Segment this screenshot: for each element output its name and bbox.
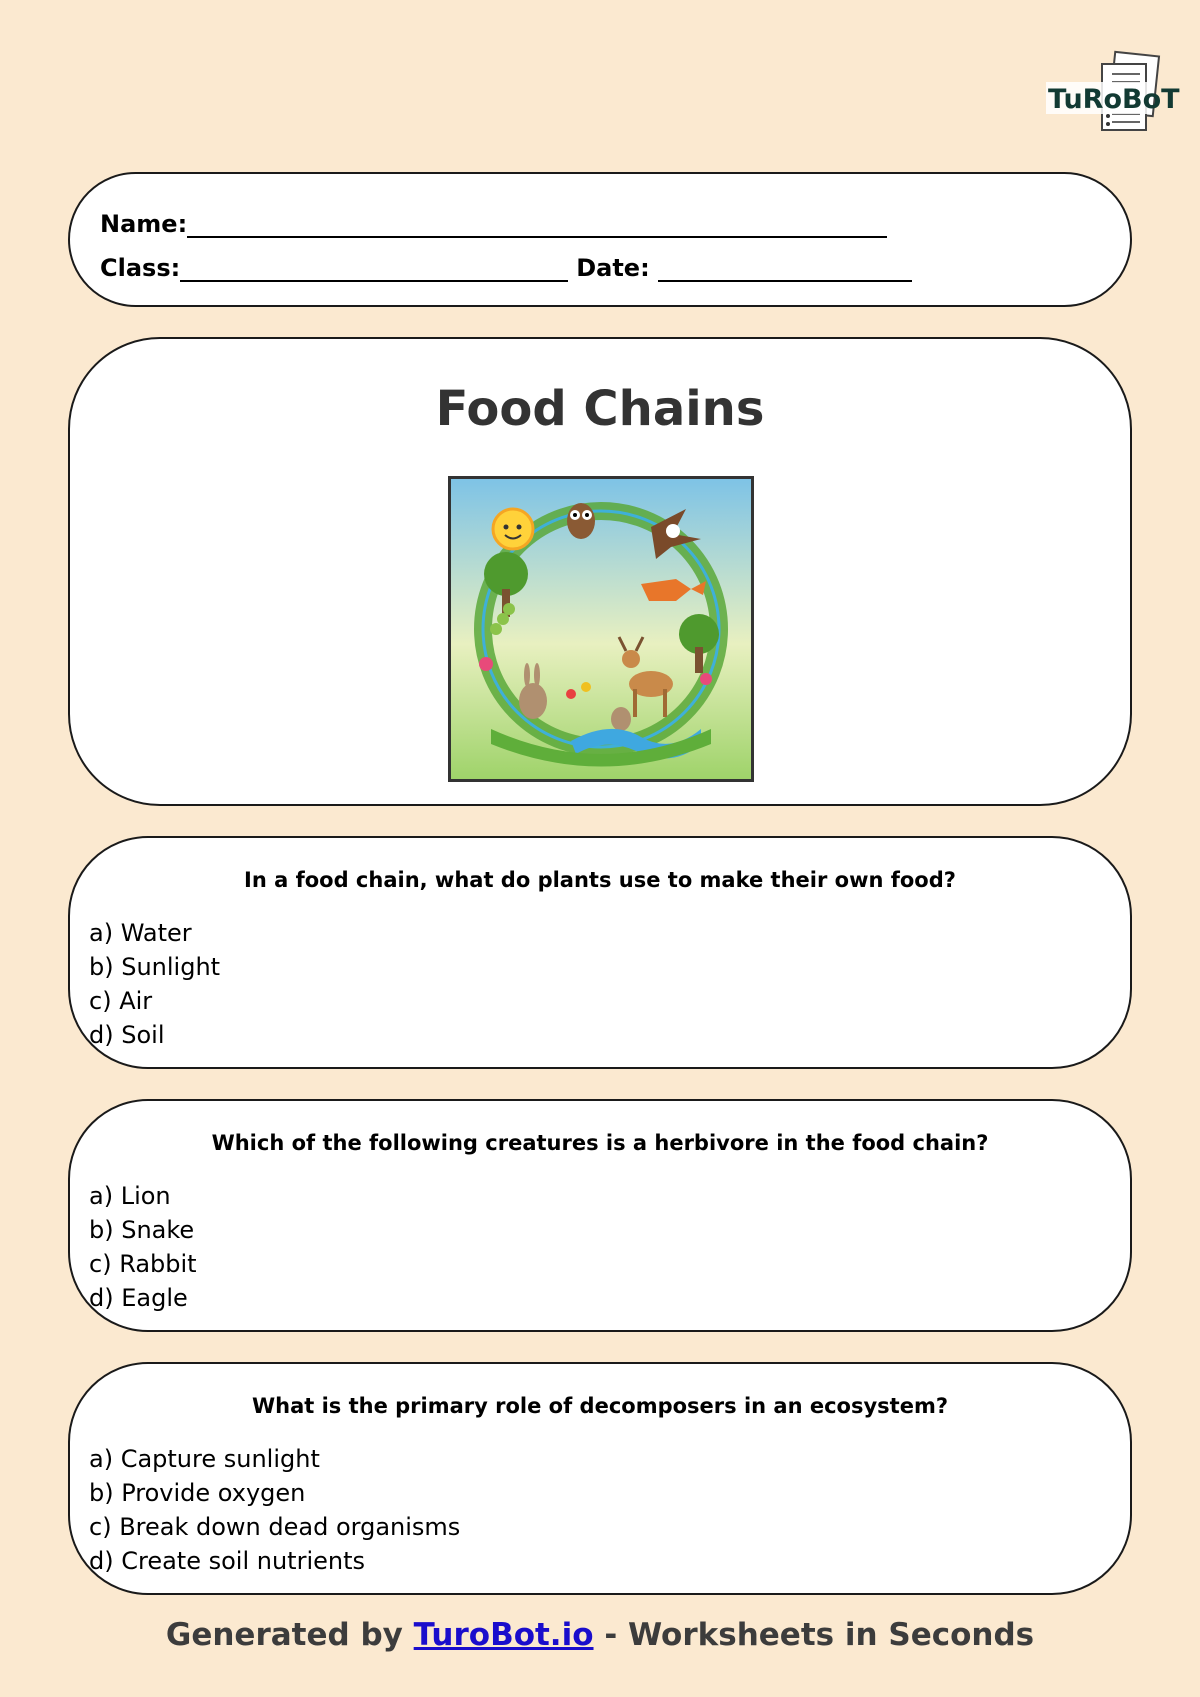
- answer-options: [89, 916, 220, 1052]
- turobot-logo: [1044, 52, 1180, 138]
- date-input-line[interactable]: [658, 258, 912, 282]
- student-info-card: [68, 172, 1132, 307]
- name-input-line[interactable]: [187, 214, 887, 238]
- answer-option: a) Capture sunlight: [89, 1445, 320, 1473]
- question-text: What is the primary role of decomposers in an ecosystem?: [251, 1394, 949, 1418]
- sun-icon: [493, 509, 533, 549]
- date-label: Date:: [576, 254, 650, 282]
- name-label: Name:: [100, 210, 188, 238]
- answer-option: c) Break down dead organisms: [89, 1513, 461, 1541]
- caterpillar-icon: [490, 623, 502, 635]
- answer-option: b) Provide oxygen: [89, 1479, 306, 1507]
- answer-option: a) Water: [89, 919, 192, 947]
- class-date-row: [100, 254, 912, 282]
- question-card-3: [68, 1362, 1132, 1595]
- answer-option: c) Air: [89, 987, 153, 1015]
- footer: [0, 1617, 1200, 1653]
- question-card-1: [68, 836, 1132, 1069]
- answer-option: a) Lion: [89, 1182, 171, 1210]
- answer-options: [89, 1442, 460, 1578]
- question-card-2: [68, 1099, 1132, 1332]
- question-text: In a food chain, what do plants use to make their own food?: [244, 868, 956, 892]
- name-field-row: [100, 210, 887, 238]
- food-chain-illustration: [448, 476, 754, 782]
- question-text: Which of the following creatures is a herbivore in the food chain?: [211, 1131, 989, 1155]
- class-label: Class:: [100, 254, 181, 282]
- owl-icon: [567, 503, 595, 539]
- footer-suffix: - Worksheets in Seconds: [604, 1617, 1035, 1653]
- answer-option: b) Snake: [89, 1216, 195, 1244]
- title-card: [68, 337, 1132, 806]
- footer-prefix: Generated by: [165, 1617, 403, 1653]
- worksheet-title: Food Chains: [435, 381, 765, 437]
- answer-option: d) Soil: [89, 1021, 165, 1049]
- logo-text: TuRoBoT: [1048, 84, 1180, 115]
- turobot-link[interactable]: TuroBot.io: [413, 1617, 594, 1653]
- answer-option: d) Eagle: [89, 1284, 188, 1312]
- rabbit-icon: [519, 683, 547, 719]
- answer-option: c) Rabbit: [89, 1250, 197, 1278]
- class-input-line[interactable]: [180, 258, 568, 282]
- answer-option: d) Create soil nutrients: [89, 1547, 366, 1575]
- answer-option: b) Sunlight: [89, 953, 221, 981]
- answer-options: [89, 1179, 197, 1315]
